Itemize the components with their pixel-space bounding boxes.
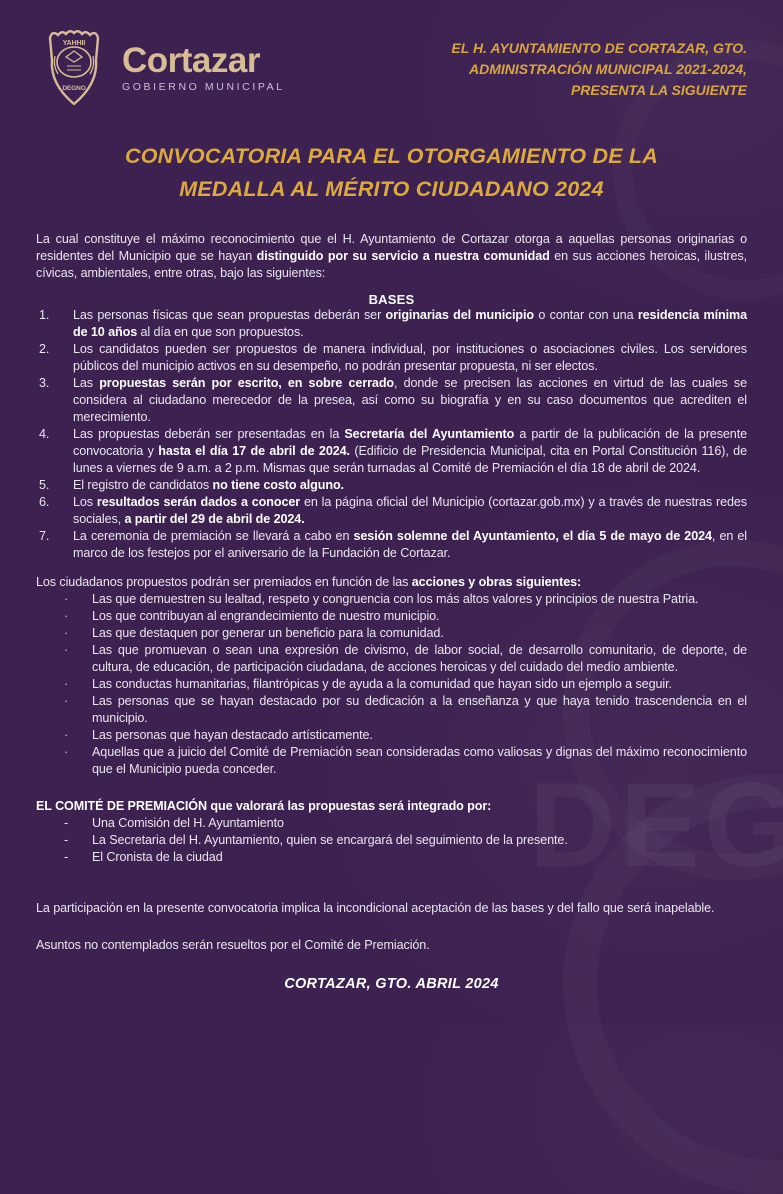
bases-list xyxy=(36,307,747,562)
closing-paragraph-unforeseen: Asuntos no contemplados serán resueltos por el Comité de Premiación. xyxy=(36,937,430,952)
item-text: Aquellas que a juicio del Comité de Premiación sean consideradas como valiosas y dignas del máximo reconocimiento que el Municipio pueda conceder. xyxy=(92,744,747,776)
bases-list-item xyxy=(36,375,747,426)
item-number: 6. xyxy=(39,494,50,509)
committee-list-item xyxy=(36,832,747,849)
item-text: Las que promuevan o sean una expresión de civismo, de labor social, de desarrollo comunitario, de deporte, de cultura, de educación, de participación ciudadana, de acciones heroicas y del cuidado del medio ambiente. xyxy=(92,642,747,674)
committee-list xyxy=(36,815,747,866)
title-line-2: MEDALLA AL MÉRITO CIUDADANO 2024 xyxy=(179,177,604,202)
bullet-dot: · xyxy=(64,727,69,742)
bases-list-item xyxy=(36,477,747,494)
dash-marker: - xyxy=(64,832,69,847)
item-text: El Cronista de la ciudad xyxy=(92,849,223,864)
awards-intro: Los ciudadanos propuestos podrán ser premiados en función de las acciones y obras siguientes: xyxy=(36,574,582,589)
item-text: Las que destaquen por generar un beneficio para la comunidad. xyxy=(92,625,444,640)
item-number: 3. xyxy=(39,375,50,390)
brand-subtitle: GOBIERNO MUNICIPAL xyxy=(122,81,285,94)
crest-top-text: YAHHII xyxy=(62,40,86,47)
closing-paragraph-acceptance: La participación en la presente convocatoria implica la incondicional aceptación de las bases y del fallo que será inapelable. xyxy=(36,900,715,915)
item-text: Los que contribuyan al engrandecimiento de nuestro municipio. xyxy=(92,608,440,623)
awards-list-item xyxy=(36,727,747,744)
brand-name: Cortazar xyxy=(122,40,260,80)
header xyxy=(36,26,747,110)
awards-list-item xyxy=(36,591,747,608)
item-text: La ceremonia de premiación se llevará a cabo en sesión solemne del Ayuntamiento, el día 5 de mayo de 2024, en el marco de los festejos por el aniversario de la Fundación de Cortazar. xyxy=(73,528,748,560)
bullet-dot: · xyxy=(64,676,69,691)
item-text: Las personas físicas que sean propuestas deberán ser originarias del municipio o contar con una residencia mínima de 10 años al día en que son propuestos. xyxy=(73,307,747,339)
page-title xyxy=(36,140,747,207)
item-text: El registro de candidatos no tiene costo alguno. xyxy=(73,477,344,492)
item-text: Las personas que hayan destacado artísticamente. xyxy=(92,727,373,742)
bullet-dot: · xyxy=(64,591,69,606)
bullet-dot: · xyxy=(64,608,69,623)
awards-list-item xyxy=(36,625,747,642)
bases-list-item xyxy=(36,307,747,341)
bases-list-item xyxy=(36,341,747,375)
footer-dateline: CORTAZAR, GTO. ABRIL 2024 xyxy=(284,975,499,992)
item-number: 4. xyxy=(39,426,50,441)
item-text: Las personas que se hayan destacado por su dedicación a la enseñanza y que haya tenido trascendencia en el municipio. xyxy=(92,693,747,725)
dash-marker: - xyxy=(64,849,69,864)
bullet-dot: · xyxy=(64,625,69,640)
bases-list-item xyxy=(36,494,747,528)
item-text: La Secretaria del H. Ayuntamiento, quien se encargará del seguimiento de la presente. xyxy=(92,832,568,847)
bullet-dot: · xyxy=(64,693,69,708)
header-line-2: ADMINISTRACIÓN MUNICIPAL 2021-2024, xyxy=(469,61,747,77)
bases-list-item xyxy=(36,528,747,562)
awards-list-item xyxy=(36,608,747,625)
coat-of-arms-icon xyxy=(40,26,108,110)
awards-list-item xyxy=(36,744,747,778)
awards-list xyxy=(36,591,747,778)
bullet-dot: · xyxy=(64,744,69,759)
header-line-1: EL H. AYUNTAMIENTO DE CORTAZAR, GTO. xyxy=(451,40,747,56)
dash-marker: - xyxy=(64,815,69,830)
crest-bottom-text: DEGNO xyxy=(62,85,86,92)
committee-list-item xyxy=(36,815,747,832)
bases-heading: BASES xyxy=(368,291,415,307)
bases-list-item xyxy=(36,426,747,477)
intro-paragraph: La cual constituye el máximo reconocimiento que el H. Ayuntamiento de Cortazar otorga a aquellas personas originarias o residentes del Municipio que se hayan distinguido por su servicio a nuestra comunidad en sus acciones heroicas, ilustres, cívicas, ambientales, entre otras, bajo las siguientes: xyxy=(36,231,747,280)
title-line-1: CONVOCATORIA PARA EL OTORGAMIENTO DE LA xyxy=(125,144,658,168)
item-text: Las propuestas deberán ser presentadas en la Secretaría del Ayuntamiento a partir de la publicación de la presente convocatoria y hasta el día 17 de abril de 2024. (Edificio de Presidencia Municipal, cita en Portal Constitución 116), de lunes a viernes de 9 a.m. a 2 p.m. Mismas que serán turnadas al Comité de Premiación el día 18 de abril de 2024. xyxy=(73,426,747,475)
brand-text xyxy=(122,40,285,94)
item-text: Las que demuestren su lealtad, respeto y congruencia con los más altos valores y principios de nuestra Patria. xyxy=(92,591,699,606)
item-text: Los resultados serán dados a conocer en la página oficial del Municipio (cortazar.gob.mx) y a través de nuestras redes sociales, a partir del 29 de abril de 2024. xyxy=(73,494,747,526)
item-text: Una Comisión del H. Ayuntamiento xyxy=(92,815,284,830)
committee-heading: EL COMITÉ DE PREMIACIÓN que valorará las propuestas será integrado por: xyxy=(36,798,492,813)
awards-list-item xyxy=(36,676,747,693)
item-number: 2. xyxy=(39,341,50,356)
header-announcement xyxy=(451,38,747,101)
item-text: Las conductas humanitarias, filantrópicas y de ayuda a la comunidad que hayan sido un ejemplo a seguir. xyxy=(92,676,672,691)
item-number: 5. xyxy=(39,477,50,492)
item-text: Las propuestas serán por escrito, en sobre cerrado, donde se precisen las acciones en virtud de las cuales se considera al ciudadano merecedor de la presea, así como su biografía y en su caso documentos que acrediten el merecimiento. xyxy=(73,375,747,424)
committee-list-item xyxy=(36,849,747,866)
municipal-logo xyxy=(36,26,285,110)
bullet-dot: · xyxy=(64,642,69,657)
item-text: Los candidatos pueden ser propuestos de manera individual, por instituciones o asociaciones civiles. Los servidores públicos del municipio activos en su desempeño, no podrán presentar propuesta, ni ser electos. xyxy=(73,341,747,373)
item-number: 7. xyxy=(39,528,50,543)
awards-list-item xyxy=(36,693,747,727)
header-line-3: PRESENTA LA SIGUIENTE xyxy=(570,82,747,98)
awards-list-item xyxy=(36,642,747,676)
item-number: 1. xyxy=(39,307,50,322)
